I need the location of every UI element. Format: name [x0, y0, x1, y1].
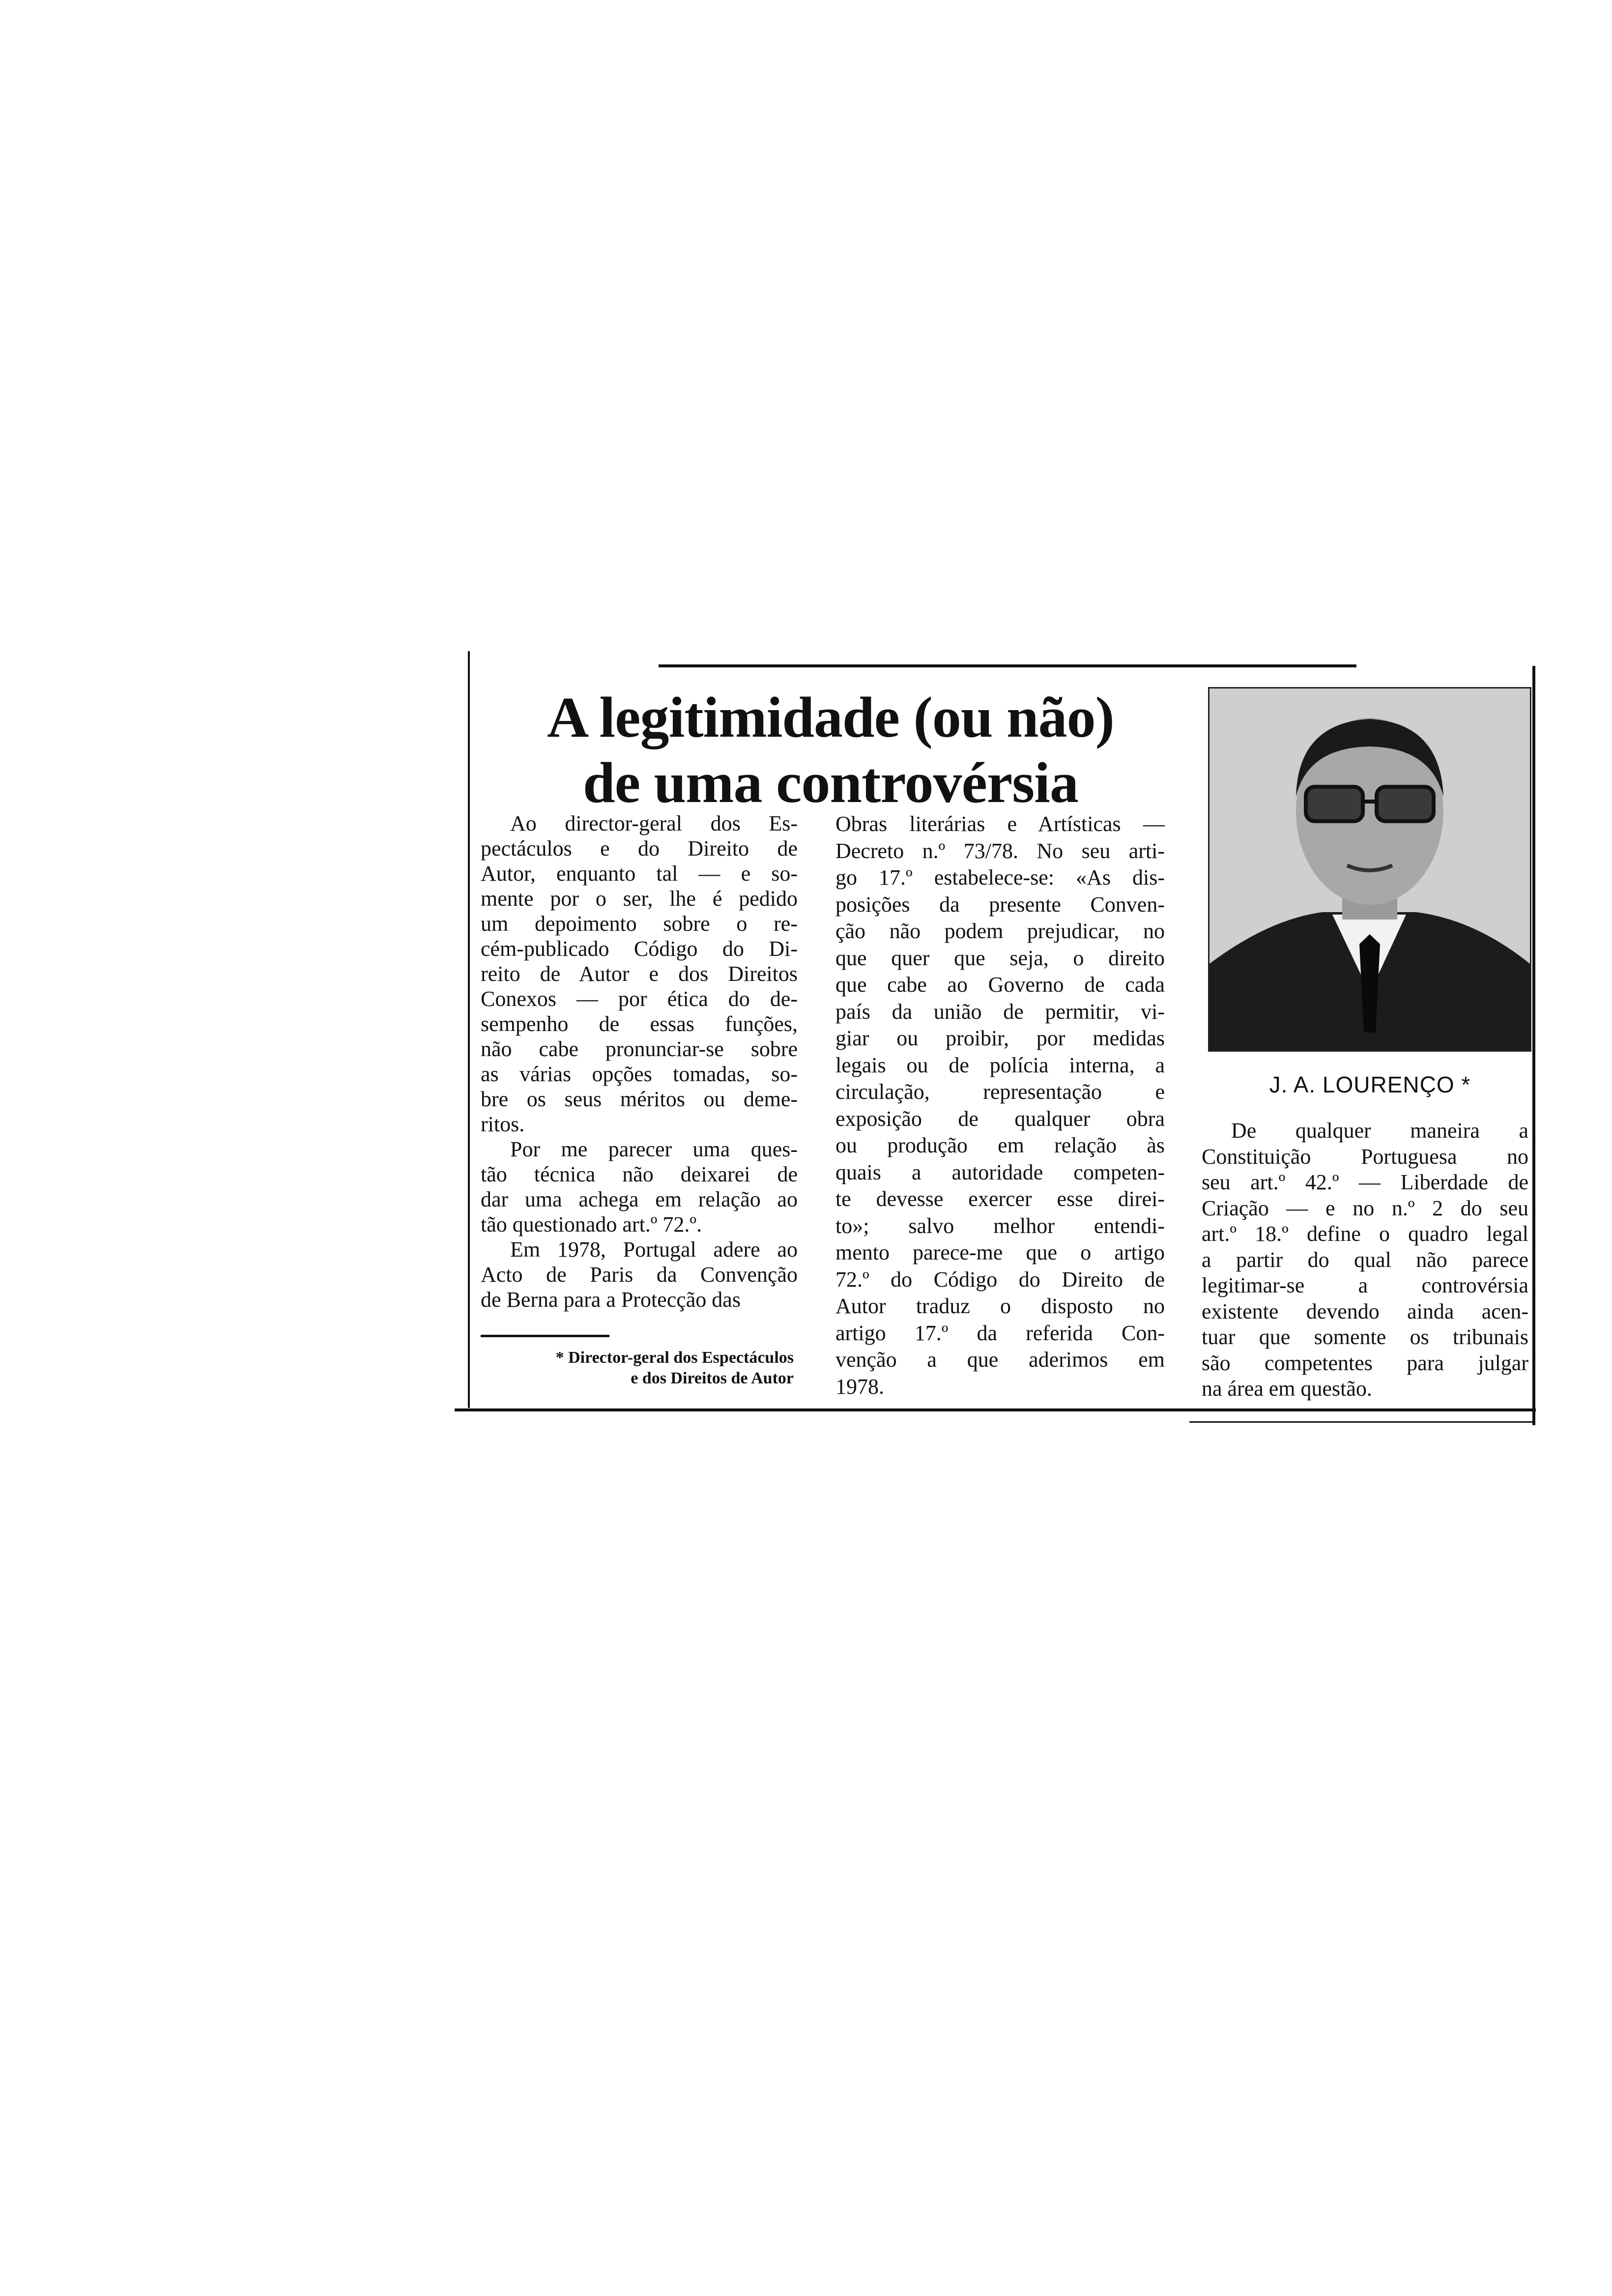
article-text-line: ção não podem prejudicar, no: [835, 919, 1165, 943]
article-text-line: a partir do qual não parece: [1202, 1247, 1528, 1272]
article-text-line: as várias opções tomadas, so-: [481, 1062, 798, 1086]
article-text-line: Criação — e no n.º 2 do seu: [1202, 1196, 1528, 1220]
article-text-line: to»; salvo melhor entendi-: [835, 1213, 1165, 1238]
article-text-line: tão técnica não deixarei de: [481, 1162, 798, 1186]
article-text-line: exposição de qualquer obra: [835, 1106, 1165, 1131]
article-text-line: te devesse exercer esse direi-: [835, 1187, 1165, 1211]
article-text-line: Constituição Portuguesa no: [1202, 1144, 1528, 1169]
headline-line-1: A legitimidade (ou não): [547, 685, 1114, 749]
article-text-line: ou produção em relação às: [835, 1133, 1165, 1157]
article-text-line: existente devendo ainda acen-: [1202, 1299, 1528, 1323]
bottom-rule: [455, 1408, 1536, 1411]
article-column-3: [1202, 1118, 1528, 1402]
article-text-line: não cabe pronunciar-se sobre: [481, 1037, 798, 1061]
article-text-line: Conexos — por ética do de-: [481, 987, 798, 1011]
article-text-line: pectáculos e do Direito de: [481, 836, 798, 861]
article-text-line: de Berna para a Protecção das: [481, 1288, 741, 1312]
article-text-line: ritos.: [481, 1112, 525, 1136]
article-text-line: reito de Autor e dos Direitos: [481, 962, 798, 986]
article-text-line: art.º 18.º define o quadro legal: [1202, 1222, 1528, 1246]
article-text-line: Autor, enquanto tal — e so-: [481, 861, 798, 886]
article-text-line: Ao director-geral dos Es-: [510, 811, 798, 835]
article-text-line: 1978.: [835, 1374, 884, 1399]
article-text-line: Em 1978, Portugal adere ao: [510, 1237, 798, 1262]
article-text-line: quais a autoridade competen-: [835, 1160, 1165, 1184]
article-text-line: mente por o ser, lhe é pedido: [481, 887, 798, 911]
article-text-line: seu art.º 42.º — Liberdade de: [1202, 1170, 1528, 1194]
article-text-line: artigo 17.º da referida Con-: [835, 1320, 1165, 1345]
article-text-line: circulação, representação e: [835, 1080, 1165, 1104]
article-text-line: tão questionado art.º 72.º.: [481, 1212, 702, 1236]
article-text-line: Decreto n.º 73/78. No seu arti-: [835, 838, 1165, 863]
article-text-line: cém-publicado Código do Di-: [481, 937, 798, 961]
footnote-line-1: * Director-geral dos Espectáculos: [555, 1349, 794, 1367]
article-text-line: país da união de permitir, vi-: [835, 999, 1165, 1024]
right-border: [1532, 666, 1535, 1425]
footnote-rule: [481, 1335, 609, 1337]
footnote-line-2: e dos Direitos de Autor: [631, 1369, 794, 1387]
article-text-line: que quer que seja, o direito: [835, 946, 1165, 970]
article-text-line: na área em questão.: [1202, 1377, 1372, 1401]
headline-line-2: de uma controvérsia: [583, 750, 1078, 815]
col3-bottom-rule: [1189, 1421, 1533, 1423]
photo-caption: J. A. LOURENÇO *: [1269, 1072, 1471, 1097]
author-portrait-photo: [1208, 687, 1531, 1052]
article-text-line: go 17.º estabelece-se: «As dis-: [835, 865, 1165, 890]
article-text-line: Obras literárias e Artísticas —: [835, 812, 1165, 836]
article-text-line: posições da presente Conven-: [835, 892, 1165, 917]
article-text-line: Acto de Paris da Convenção: [481, 1263, 798, 1287]
article-text-line: que cabe ao Governo de cada: [835, 973, 1165, 997]
article-text-line: mento parece-me que o artigo: [835, 1240, 1165, 1264]
article-text-line: legitimar-se a controvérsia: [1202, 1273, 1528, 1297]
portrait-image: [1209, 689, 1530, 1050]
article-text-line: bre os seus méritos ou deme-: [481, 1087, 798, 1111]
article-column-1: [481, 811, 798, 1312]
top-rule: [659, 664, 1356, 667]
article-text-line: dar uma achega em relação ao: [481, 1187, 798, 1211]
article-text-line: 72.º do Código do Direito de: [835, 1267, 1165, 1292]
article-text-line: tuar que somente os tribunais: [1202, 1325, 1528, 1349]
article-text-line: De qualquer maneira a: [1231, 1119, 1528, 1143]
left-border: [468, 651, 470, 1408]
article-text-line: um depoimento sobre o re-: [481, 912, 798, 936]
article-text-line: são competentes para julgar: [1202, 1350, 1528, 1375]
article-text-line: giar ou proibir, por medidas: [835, 1026, 1165, 1050]
article-column-2: [835, 811, 1165, 1400]
article-text-line: Autor traduz o disposto no: [835, 1294, 1165, 1318]
article-text-line: sempenho de essas funções,: [481, 1012, 798, 1036]
article-text-line: venção a que aderimos em: [835, 1348, 1165, 1372]
article-text-line: legais ou de polícia interna, a: [835, 1053, 1165, 1077]
article-text-line: Por me parecer uma ques-: [510, 1137, 798, 1161]
